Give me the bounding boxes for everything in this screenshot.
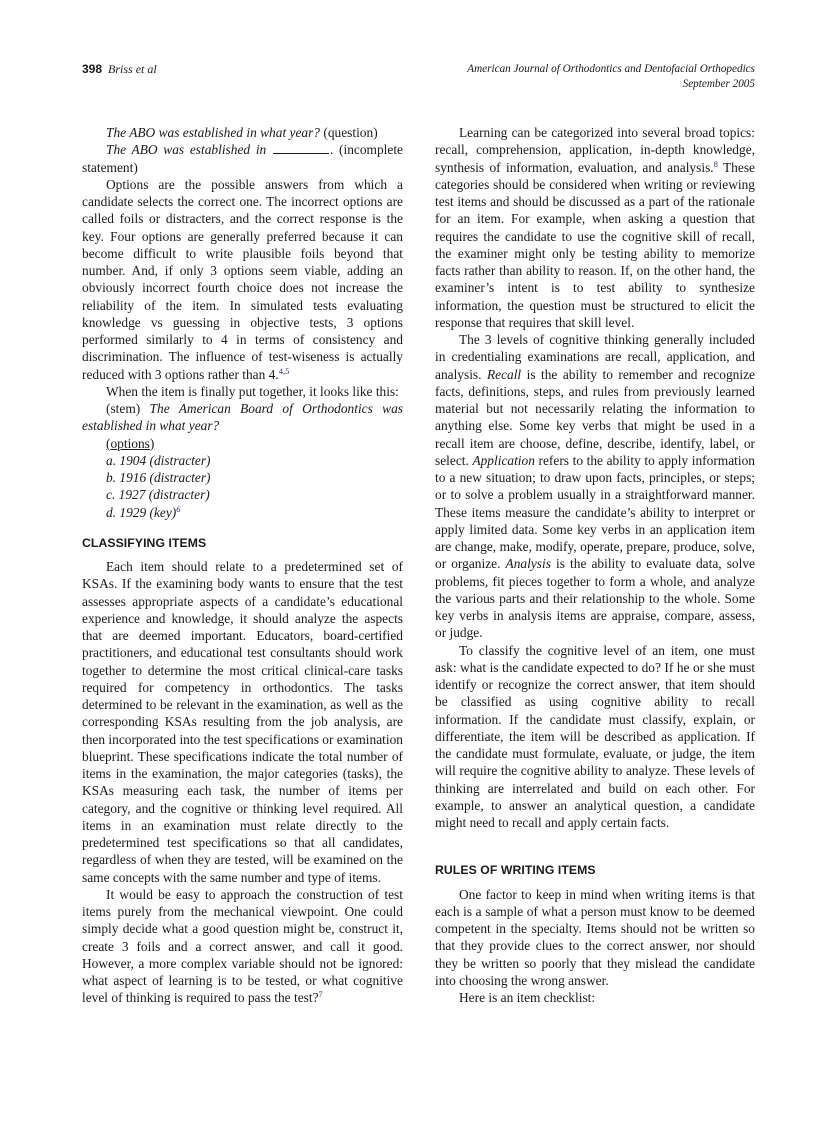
option-d: d. 1929 (key)$^6$ — [106, 503, 181, 520]
paragraph-learning: Learning can be categorized into several broad topics: recall, comprehension, application, in-depth knowledge, synthesis of information, evaluation, and analysis.$^8$ These categories should be considered when writing or reviewing test items and should be discussed as a part of the rationale for an item. For example, when asking a question that requires the candidate to use the cognitive skill of recall, the examiner might only be testing ability to memorize facts rather than ability to reason. If, on the other hand, the examiner’s intent is to test ability to synthesize information, the question must be structured to elicit the response that requires that skill level. — [435, 125, 755, 330]
section-heading-rules-of-writing-items: RULES OF WRITING ITEMS — [435, 863, 596, 878]
journal-title: American Journal of Orthodontics and Dentofacial Orthopedics — [467, 63, 755, 75]
options-label-line — [82, 435, 403, 452]
header-right — [467, 62, 755, 92]
option-c: c. 1927 (distracter) — [106, 487, 210, 503]
term-application: Application — [472, 452, 535, 468]
citation-ref[interactable]: 7 — [318, 989, 323, 1000]
paragraph-put-together: When the item is finally put together, it looks like this: — [106, 383, 399, 399]
header-left — [82, 62, 157, 77]
term-recall: Recall — [486, 366, 522, 382]
example-incomplete-statement — [82, 141, 403, 176]
example-stem — [82, 400, 403, 435]
left-column — [82, 124, 403, 1007]
example-question-label: (question) — [323, 125, 378, 140]
option-a: a. 1904 (distracter) — [106, 452, 211, 468]
example-question — [82, 124, 403, 141]
right-column — [435, 124, 755, 1006]
citation-ref[interactable]: 8 — [713, 158, 718, 169]
option-b: b. 1916 (distracter) — [106, 470, 211, 485]
example-incomplete-label: . (incomplete statement) — [82, 142, 403, 175]
paragraph-mechanical: It would be easy to approach the construction of test items purely from the mechanical viewpoint. One could simply decide what a good question might be, construct it, create 3 foils and a correct answer, and call it good. However, a more complex variable should not be ignored: what aspect of learning is to be tested, or what cognitive level of thinking is required to pass the test?$^7$ — [82, 886, 403, 1006]
paragraph-ksas: Each item should relate to a predetermined set of KSAs. If the examining body wants to ensure that the test assesses appropriate aspects of a candidate’s educational experience and knowledge, it should analyze the aspects that are deemed important. Educators, board-certified practitioners, and educational test consultants should work together to determine the most critical clinical-care tasks required for competency in orthodontics. The tasks determined to be relevant in the examination, as well as the corresponding KSAs resulting from the job analysis, are then incorporated into the test specifications or examination blueprint. These specifications indicate the total number of items in the examination, the major categories (tasks), the KSAs measuring each task, the number of items per category, and the cognitive or thinking level required. All items in an examination must relate directly to the predetermined test specifications so that all candidates, regardless of when they are tested, will be examined on the same concepts with the same number and type of items. — [82, 559, 403, 885]
term-analysis: Analysis — [505, 556, 551, 572]
stem-label: (stem) — [106, 401, 141, 416]
running-header — [82, 62, 755, 96]
issue-date: September 2005 — [682, 78, 755, 90]
paragraph-classify-level: To classify the cognitive level of an item, one must ask: what is the candidate expected to do? If he or she must identify or recognize the correct answer, that item should be classified as using cognitive ability to recall information. If the candidate must classify, explain, or differentiate, the item will be described as application. If the candidate must formulate, evaluate, or judge, the item will require the cognitive ability to analyze. These levels of thinking are interrelated and build on each other. For example, to answer an analytical question, a candidate might need to recall and apply certain facts. — [435, 642, 755, 830]
example-question-text: The ABO was established in what year? — [106, 125, 320, 140]
stem-text: The American Board of Orthodontics was established in what year? — [82, 401, 403, 434]
section-heading-classifying-items: CLASSIFYING ITEMS — [82, 535, 207, 550]
paragraph-cognitive-levels: The 3 levels of cognitive thinking generally included in credentialing examinations are recall, application, and analysis. Recall is the ability to remember and recognize facts, definitions, steps, and rules from previously learned material but not necessarily relating the information to anything else. Some key verbs that might be used in a recall item are choose, define, describe, identify, label, or select. Application refers to the ability to apply information to a new situation; to draw upon facts, principles, or steps; or to solve a problem usually in a straightforward manner. These items measure the candidate’s ability to interpret or apply limited data. Some key verbs in an application item are change, make, modify, operate, prepare, produce, solve, or organize. Analysis is the ability to evaluate data, solve problems, fit pieces together to form a whole, and analyze the various parts and their relationship to the whole. Some key verbs in analysis items are appraise, compare, assess, or judge. — [435, 332, 755, 641]
paragraph-checklist: Here is an item checklist: — [459, 990, 596, 1005]
fill-in-blank — [273, 142, 329, 154]
citation-ref[interactable]: 6 — [176, 503, 181, 514]
running-author: Briss et al — [108, 62, 157, 76]
citation-ref[interactable]: 4,5 — [278, 365, 290, 376]
options-label: (options) — [106, 435, 155, 451]
paragraph-rules: One factor to keep in mind when writing items is that each is a sample of what a person must know to be deemed competent in the specialty. Items should not be written so that they provide clues to the correct answer, nor should they be written so poorly that they mislead the candidate into choosing the wrong answer. — [435, 886, 755, 988]
example-incomplete-text: The ABO was established in — [106, 142, 267, 158]
paragraph-options: Options are the possible answers from which a candidate selects the correct one. The incorrect options are called foils or distracters, and the correct response is the key. Four options are generally preferred because it can become difficult to write plausible foils beyond that number. And, if only 3 options seem viable, adding an obviously incorrect fourth choice does not increase the reliability of the item. In simulated tests evaluating knowledge vs guessing in objective tests, 3 options performed similarly to 4 in terms of consistency and discrimination. The influence of test-wiseness is actually reduced with 3 options rather than 4.$^{4,5}$ — [82, 176, 403, 382]
page-number: 398 — [82, 62, 103, 76]
